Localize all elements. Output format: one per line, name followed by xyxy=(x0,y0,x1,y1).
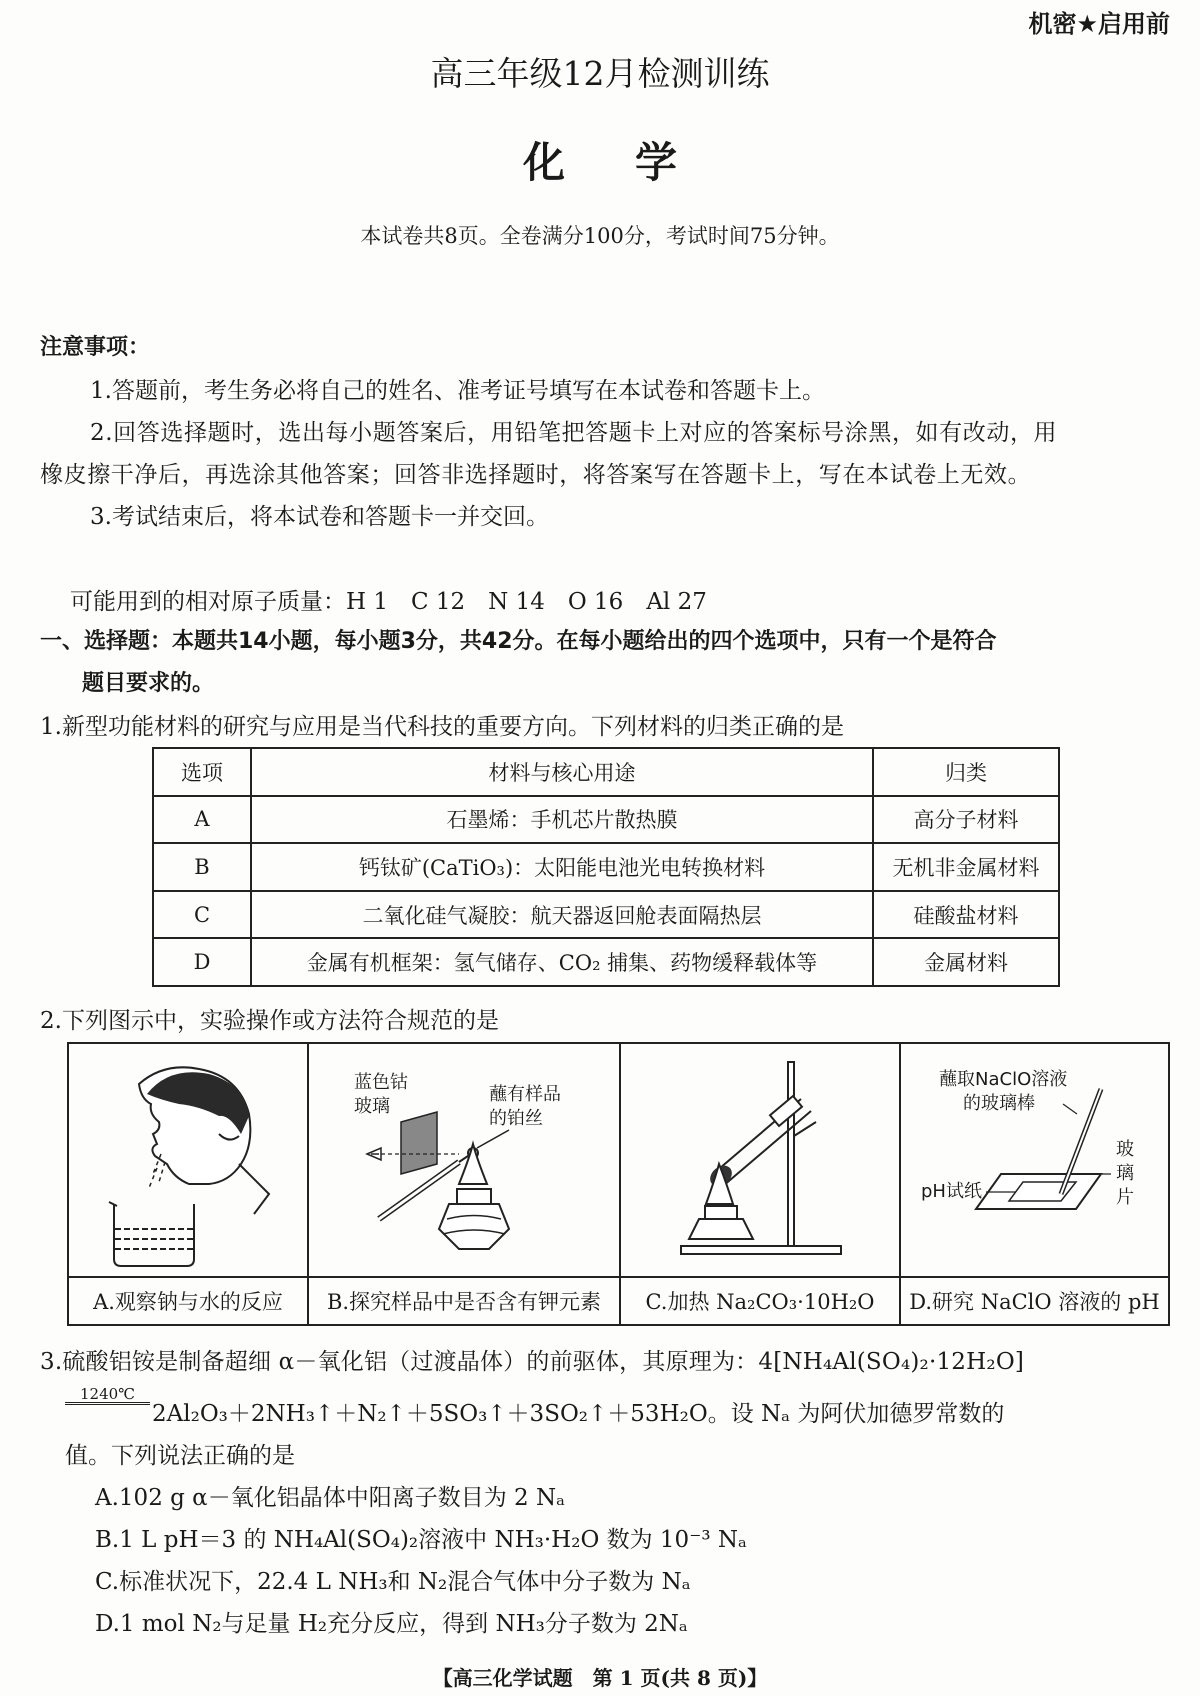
note-item-2: 2.回答选择题时，选出每小题答案后，用铅笔把答题卡上对应的答案标号涂黑，如有改动，用 xyxy=(90,420,1058,446)
table-cell: D xyxy=(153,938,251,986)
label-cobalt-glass-2: 玻璃 xyxy=(354,1096,390,1117)
figure-a xyxy=(69,1044,309,1324)
label-pt-wire-1: 蘸有样品 xyxy=(489,1084,561,1105)
label-glass-plate-3: 片 xyxy=(1116,1187,1134,1208)
atomic-masses: 可能用到的相对原子质量：H 1 C 12 N 14 O 16 Al 27 xyxy=(70,589,707,615)
table-cell: 金属材料 xyxy=(873,938,1059,986)
label-ph-paper: pH试纸 xyxy=(921,1181,982,1202)
note-item-2-cont: 橡皮擦干净后，再选涂其他答案；回答非选择题时，将答案写在答题卡上，写在本试卷上无效。 xyxy=(40,462,1032,488)
q2-figure-grid xyxy=(67,1042,1170,1326)
label-glass-rod-1: 蘸取NaClO溶液 xyxy=(939,1069,1068,1090)
label-glass-plate-2: 璃 xyxy=(1116,1163,1134,1184)
table-header-category: 归类 xyxy=(873,748,1059,796)
table-cell: 金属有机框架：氢气储存、CO₂ 捕集、药物缓释载体等 xyxy=(251,938,873,986)
label-cobalt-glass-1: 蓝色钴 xyxy=(354,1072,408,1093)
table-header-option: 选项 xyxy=(153,748,251,796)
subject-title: 化学 xyxy=(522,138,747,187)
q3-stem-1: 3.硫酸铝铵是制备超细 α－氧化铝（过渡晶体）的前驱体，其原理为：4[NH₄Al(SO₄)₂·12H₂O] xyxy=(40,1349,1025,1375)
q3-option-a: A.102 g α－氧化铝晶体中阳离子数目为 2 Nₐ xyxy=(95,1485,565,1511)
table-cell: 钙钛矿(CaTiO₃)：太阳能电池光电转换材料 xyxy=(251,843,873,891)
q3-option-c: C.标准状况下，22.4 L NH₃和 N₂混合气体中分子数为 Nₐ xyxy=(95,1569,691,1595)
figure-a-caption: A.观察钠与水的反应 xyxy=(69,1276,307,1324)
table-row xyxy=(153,938,1059,986)
table-header-material: 材料与核心用途 xyxy=(251,748,873,796)
table-row xyxy=(153,796,1059,844)
figure-c-caption: C.加热 Na₂CO₃·10H₂O xyxy=(621,1276,899,1324)
table-cell: 二氧化硅气凝胶：航天器返回舱表面隔热层 xyxy=(251,891,873,939)
q2-stem: 2.下列图示中，实验操作或方法符合规范的是 xyxy=(40,1008,499,1034)
figure-b xyxy=(309,1044,621,1324)
label-pt-wire-2: 的铂丝 xyxy=(489,1108,543,1129)
label-glass-plate-1: 玻 xyxy=(1116,1139,1134,1160)
page-footer: 【高三化学试题 第 1 页(共 8 页)】 xyxy=(432,1666,768,1690)
table-cell: B xyxy=(153,843,251,891)
q3-stem-2: 2Al₂O₃＋2NH₃↑＋N₂↑＋5SO₃↑＋3SO₂↑＋53H₂O。设 Nₐ 为阿伏加德罗常数的 xyxy=(152,1401,1005,1427)
figure-c xyxy=(621,1044,901,1324)
q3-option-d: D.1 mol N₂与足量 H₂充分反应，得到 NH₃分子数为 2Nₐ xyxy=(95,1611,688,1637)
smelling-beaker-illustration xyxy=(69,1044,307,1274)
exam-info: 本试卷共8页。全卷满分100分，考试时间75分钟。 xyxy=(360,224,840,248)
table-row xyxy=(153,843,1059,891)
exam-title: 高三年级12月检测训练 xyxy=(430,54,770,93)
notes-heading: 注意事项： xyxy=(40,335,151,360)
table-header-row xyxy=(153,748,1059,796)
note-item-1: 1.答题前，考生务必将自己的姓名、准考证号填写在本试卷和答题卡上。 xyxy=(90,378,825,404)
label-glass-rod-2: 的玻璃棒 xyxy=(963,1093,1035,1114)
table-cell: 高分子材料 xyxy=(873,796,1059,844)
table-cell: 无机非金属材料 xyxy=(873,843,1059,891)
table-row xyxy=(153,891,1059,939)
figure-d-caption: D.研究 NaClO 溶液的 pH xyxy=(901,1276,1168,1324)
q1-table xyxy=(152,747,1060,987)
table-cell: 石墨烯：手机芯片散热膜 xyxy=(251,796,873,844)
confidential-mark: 机密★启用前 xyxy=(1028,10,1170,38)
table-cell: A xyxy=(153,796,251,844)
q3-stem-3: 值。下列说法正确的是 xyxy=(65,1443,295,1469)
figure-b-caption: B.探究样品中是否含有钾元素 xyxy=(309,1276,619,1324)
heating-test-tube-illustration xyxy=(621,1044,899,1274)
section-1-heading: 一、选择题：本题共14小题，每小题3分，共42分。在每小题给出的四个选项中，只有一个是符合 xyxy=(40,629,997,654)
section-1-heading-cont: 题目要求的。 xyxy=(82,671,215,696)
figure-d xyxy=(901,1044,1168,1324)
note-item-3: 3.考试结束后，将本试卷和答题卡一并交回。 xyxy=(90,504,549,530)
q1-stem: 1.新型功能材料的研究与应用是当代科技的重要方向。下列材料的归类正确的是 xyxy=(40,714,844,740)
q3-reaction-condition: 1240℃ xyxy=(65,1386,150,1405)
q3-option-b: B.1 L pH＝3 的 NH₄Al(SO₄)₂溶液中 NH₃·H₂O 数为 10⁻³ Nₐ xyxy=(95,1527,747,1553)
table-cell: C xyxy=(153,891,251,939)
table-cell: 硅酸盐材料 xyxy=(873,891,1059,939)
